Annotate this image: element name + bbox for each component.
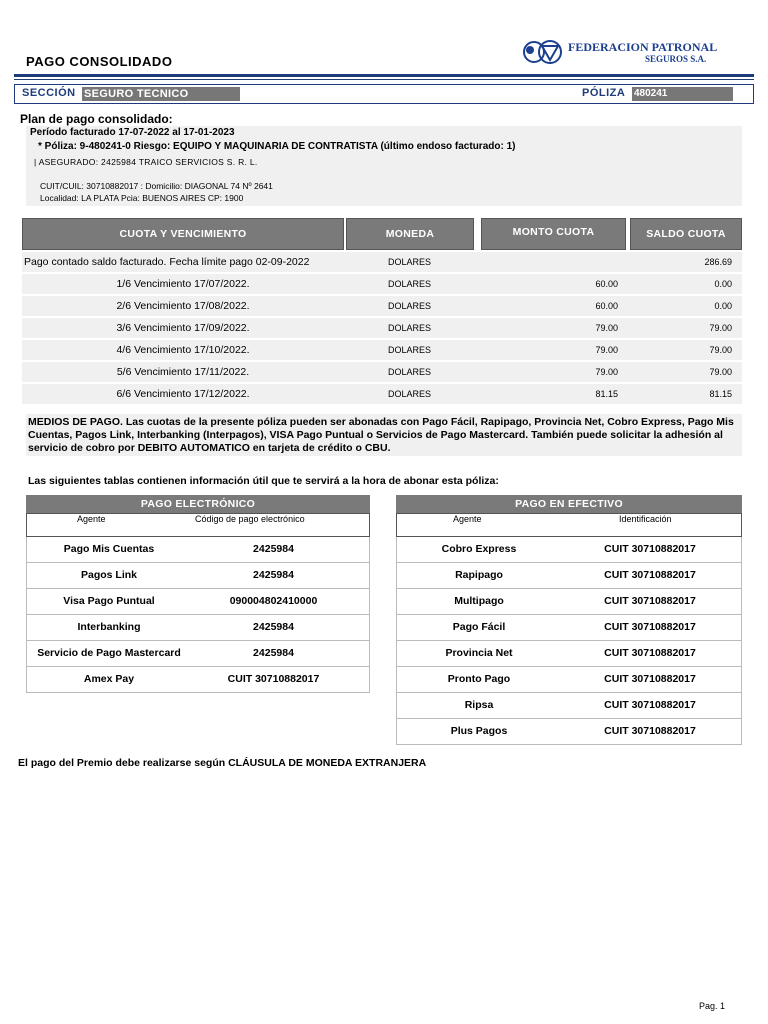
header-moneda: MONEDA (346, 218, 474, 250)
localidad: Localidad: LA PLATA Pcia: BUENOS AIRES CP: 1900 (40, 193, 244, 203)
agente-code: CUIT 30710882017 (604, 647, 696, 659)
cuota-desc: 1/6 Vencimiento 17/07/2022. (116, 278, 250, 290)
table-row (22, 340, 742, 360)
header-cuota-vencimiento: CUOTA Y VENCIMIENTO (22, 218, 344, 250)
pago-electronico-title: PAGO ELECTRÓNICO (26, 495, 370, 513)
agente-name: Multipago (454, 595, 504, 607)
agente-name: Rapipago (455, 569, 503, 581)
logo-subname: SEGUROS S.A. (645, 54, 707, 64)
cuota-desc: 2/6 Vencimiento 17/08/2022. (116, 300, 250, 312)
table-row (26, 615, 370, 641)
header-monto-cuota: MONTO CUOTA (481, 218, 626, 250)
poliza-riesgo: * Póliza: 9-480241-0 Riesgo: EQUIPO Y MAQUINARIA DE CONTRATISTA (último endoso facturado: 1) (38, 141, 516, 152)
col-agente: Agente (453, 514, 482, 524)
logo-name: FEDERACION PATRONAL (568, 40, 718, 54)
agente-code: CUIT 30710882017 (227, 673, 320, 685)
table-row (396, 693, 742, 719)
cuota-monto: 79.00 (595, 323, 618, 333)
cuota-moneda: DOLARES (388, 389, 432, 399)
table-row (396, 615, 742, 641)
agente-code: CUIT 30710882017 (604, 725, 696, 737)
agente-name: Visa Pago Puntual (63, 595, 155, 607)
medios-de-pago-text: MEDIOS DE PAGO. Las cuotas de la presente póliza pueden ser abonadas con Pago Fácil, Rapipago, Provincia Net, Cobro Express, Pago Mis Cuentas, Pagos Link, Interbanking (Interpagos), VISA Pago Puntual o Servicios de Pago Mastercard. También puede solicitar la adhesión al servicio de cobro por DEBITO AUTOMATICO en tarjeta de crédito o CBU. (28, 416, 734, 454)
header-saldo-cuota: SALDO CUOTA (630, 218, 742, 250)
cuota-monto: 81.15 (595, 389, 618, 399)
agente-code: 2425984 (253, 621, 294, 633)
cuota-moneda: DOLARES (388, 367, 432, 377)
agente-name: Provincia Net (445, 647, 513, 659)
cuota-monto: 79.00 (595, 345, 618, 355)
header-rule-thin (14, 79, 754, 80)
cuota-saldo: 79.00 (709, 323, 732, 333)
cuota-saldo: 79.00 (709, 367, 732, 377)
table-row (396, 537, 742, 563)
col-codigo: Código de pago electrónico (195, 514, 305, 524)
page-title: PAGO CONSOLIDADO (26, 54, 173, 69)
agente-name: Ripsa (464, 699, 494, 711)
pago-efectivo-subheader (396, 513, 742, 537)
periodo-facturado: Período facturado 17-07-2022 al 17-01-2023 (30, 127, 235, 138)
cuota-desc: 3/6 Vencimiento 17/09/2022. (116, 322, 250, 334)
cuota-saldo: 0.00 (714, 301, 732, 311)
cuota-desc: 6/6 Vencimiento 17/12/2022. (116, 388, 250, 400)
agente-name: Servicio de Pago Mastercard (37, 647, 181, 659)
table-row (26, 667, 370, 693)
federacion-logo-icon (520, 38, 564, 66)
table-row (26, 537, 370, 563)
agente-code: CUIT 30710882017 (604, 673, 696, 685)
agente-code: 090004802410000 (229, 595, 318, 607)
agente-code: CUIT 30710882017 (604, 543, 696, 555)
poliza-value: 480241 (632, 87, 733, 101)
clausula-moneda-note: El pago del Premio debe realizarse según CLÁUSULA DE MONEDA EXTRANJERA (18, 757, 427, 769)
agente-name: Pago Mis Cuentas (63, 543, 155, 555)
col-agente: Agente (77, 514, 106, 524)
agente-name: Cobro Express (441, 543, 517, 555)
cuota-monto: 60.00 (595, 279, 618, 289)
table-row (396, 563, 742, 589)
cuota-desc: 5/6 Vencimiento 17/11/2022. (116, 366, 250, 378)
table-row (22, 362, 742, 382)
table-row (22, 252, 742, 272)
agente-code: 2425984 (253, 569, 294, 581)
table-row (396, 641, 742, 667)
table-row (22, 318, 742, 338)
agente-code: 2425984 (253, 543, 294, 555)
cuit-domicilio: CUIT/CUIL: 30710882017 : Domicilio: DIAGONAL 74 Nº 2641 (40, 181, 273, 191)
agente-code: CUIT 30710882017 (604, 595, 696, 607)
table-row (396, 719, 742, 745)
siguientes-tablas-text: Las siguientes tablas contienen información útil que te servirá a la hora de abonar esta póliza: (28, 475, 499, 487)
cuota-saldo: 0.00 (714, 279, 732, 289)
seccion-label: SECCIÓN (22, 87, 76, 99)
asegurado: | ASEGURADO: 2425984 TRAICO SERVICIOS S. R. L. (34, 157, 258, 167)
page-label: Pag. (699, 1001, 718, 1011)
agente-name: Pago Fácil (452, 621, 506, 633)
cuota-desc: 4/6 Vencimiento 17/10/2022. (116, 344, 250, 356)
table-row (26, 563, 370, 589)
table-row (22, 384, 742, 404)
col-identificacion: Identificación (619, 514, 672, 524)
cuota-moneda: DOLARES (388, 301, 432, 311)
cuota-monto: 60.00 (595, 301, 618, 311)
cuota-monto: 79.00 (595, 367, 618, 377)
table-row (26, 589, 370, 615)
cuota-saldo: 79.00 (709, 345, 732, 355)
header-rule (14, 74, 754, 77)
cuota-desc: Pago contado saldo facturado. Fecha límite pago 02-09-2022 (24, 256, 310, 268)
table-row (22, 296, 742, 316)
agente-name: Amex Pay (83, 673, 135, 685)
cuota-moneda: DOLARES (388, 257, 432, 267)
table-row (396, 667, 742, 693)
cuota-saldo: 81.15 (709, 389, 732, 399)
cuota-saldo: 286.69 (704, 257, 732, 267)
agente-name: Plus Pagos (450, 725, 508, 737)
cuota-moneda: DOLARES (388, 279, 432, 289)
agente-code: 2425984 (253, 647, 294, 659)
seccion-value: SEGURO TECNICO (82, 87, 240, 101)
page-number (699, 1001, 725, 1011)
pago-electronico-subheader (26, 513, 370, 537)
agente-code: CUIT 30710882017 (604, 569, 696, 581)
table-row (26, 641, 370, 667)
cuota-moneda: DOLARES (388, 323, 432, 333)
cuota-moneda: DOLARES (388, 345, 432, 355)
poliza-label: PÓLIZA (582, 87, 626, 99)
agente-code: CUIT 30710882017 (604, 699, 696, 711)
agente-name: Pronto Pago (447, 673, 511, 685)
agente-code: CUIT 30710882017 (604, 621, 696, 633)
agente-name: Pagos Link (80, 569, 137, 581)
table-row (22, 274, 742, 294)
pago-efectivo-title: PAGO EN EFECTIVO (396, 495, 742, 513)
agente-name: Interbanking (77, 621, 141, 633)
table-row (396, 589, 742, 615)
page-value: 1 (720, 1001, 726, 1011)
plan-heading: Plan de pago consolidado: (20, 112, 173, 126)
